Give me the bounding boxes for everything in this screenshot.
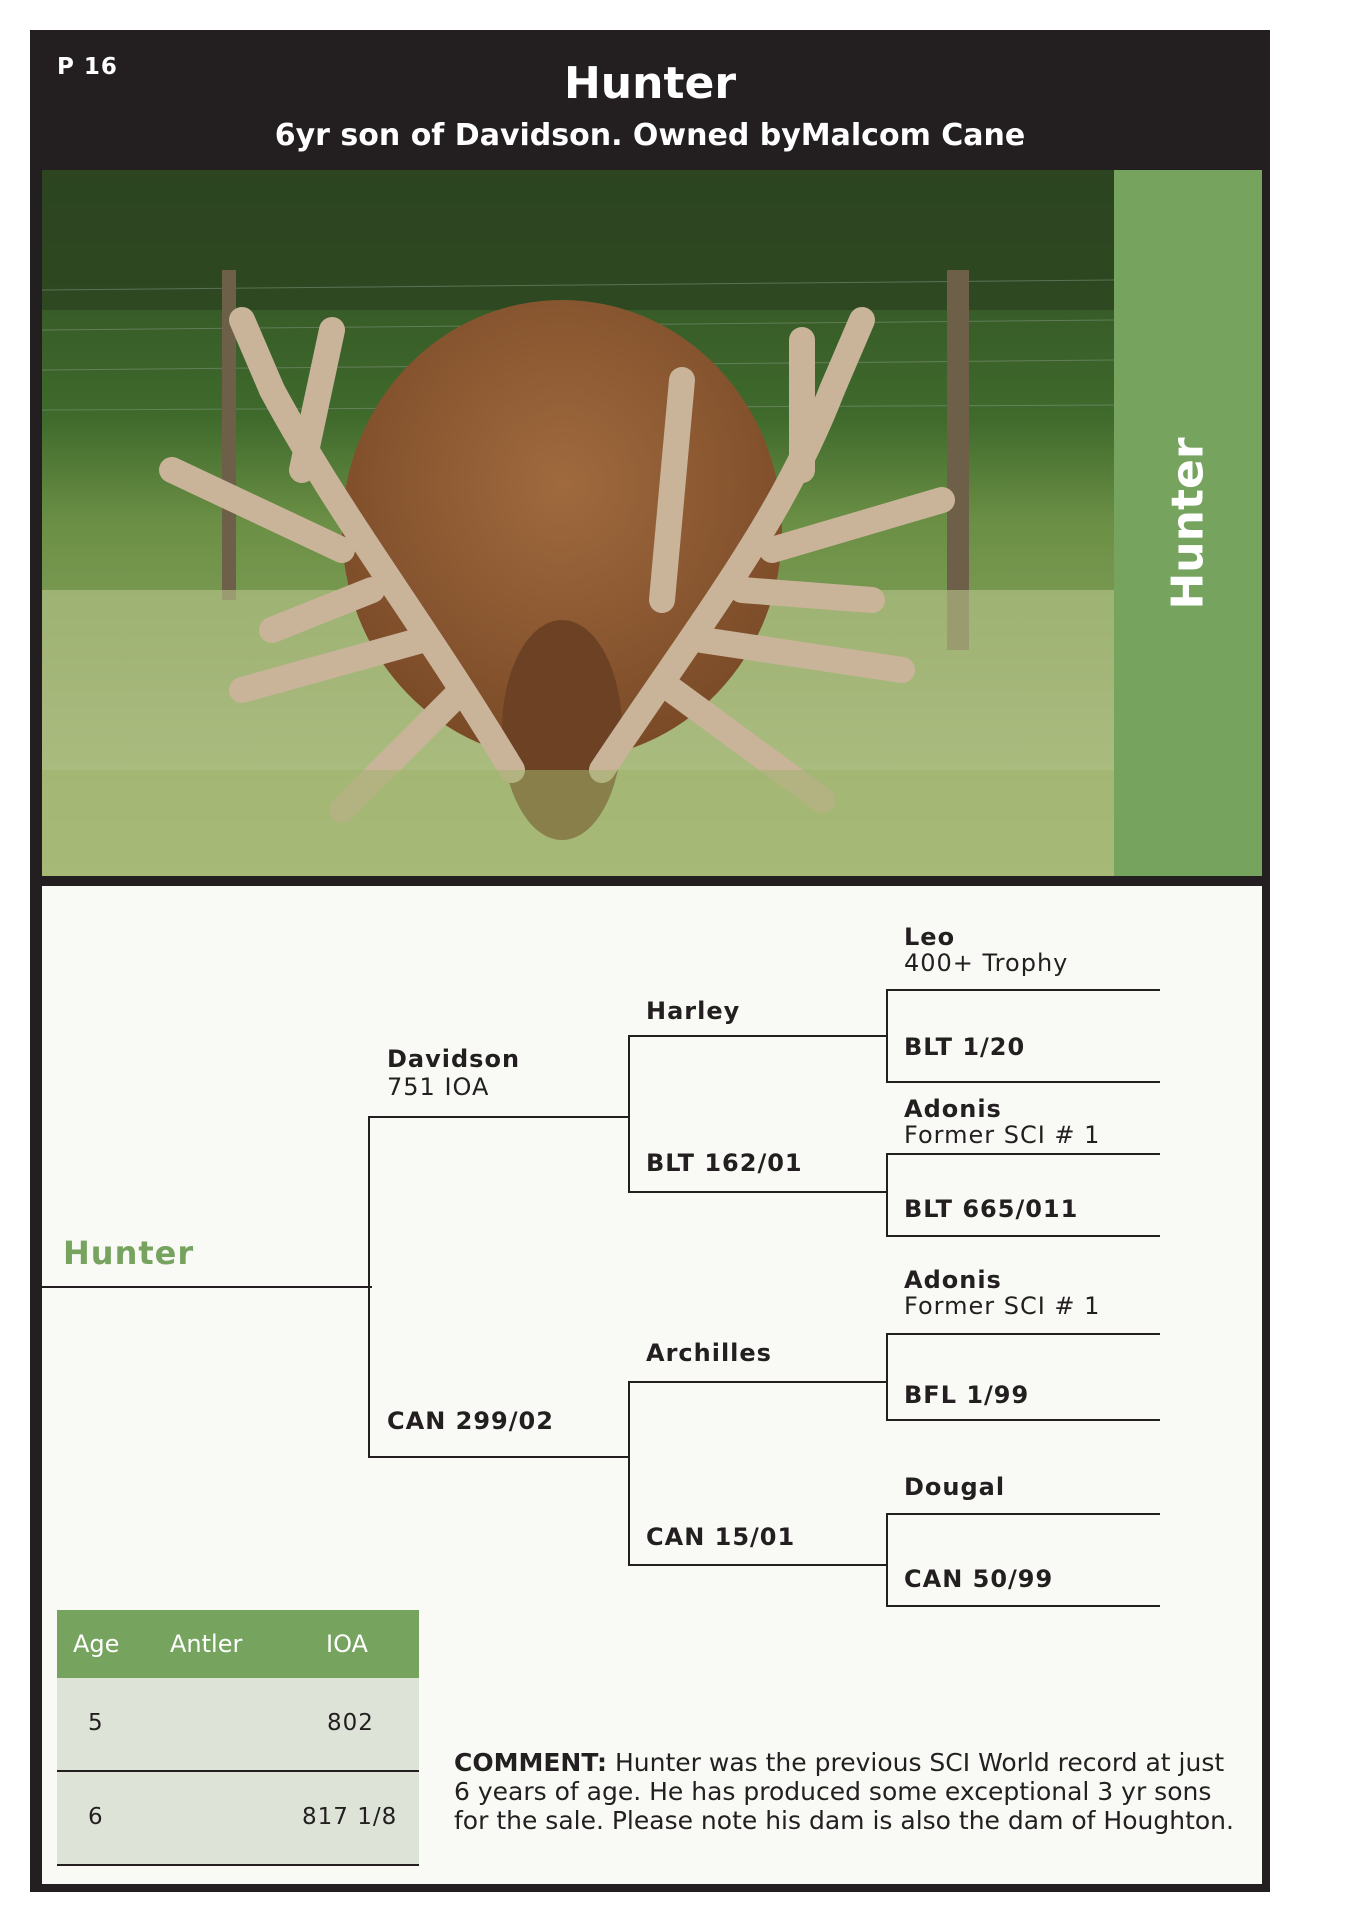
stats-table-header xyxy=(57,1610,419,1678)
pedigree-line xyxy=(886,1513,1160,1515)
table-row xyxy=(57,1678,419,1770)
pedigree-g1-detail: 400+ Trophy xyxy=(904,949,1069,977)
pedigree-line xyxy=(368,1456,630,1458)
pedigree-g3-name: Adonis xyxy=(904,1095,1002,1123)
pedigree-line xyxy=(886,1513,888,1607)
table-row xyxy=(57,1772,419,1864)
side-name-panel xyxy=(1114,170,1262,876)
pedigree-line xyxy=(368,1116,630,1118)
pedigree-g6-name: BFL 1/99 xyxy=(904,1381,1030,1409)
pedigree-sire-name: Davidson xyxy=(387,1045,521,1073)
pedigree-line xyxy=(42,1286,372,1288)
pedigree-sire-sire: Harley xyxy=(646,997,741,1025)
pedigree-line xyxy=(628,1381,630,1565)
pedigree-line xyxy=(886,1153,1160,1155)
cell-ioa: 817 1/8 xyxy=(302,1804,398,1830)
table-divider xyxy=(57,1864,419,1866)
pedigree-line xyxy=(628,1035,630,1193)
pedigree-line xyxy=(628,1564,888,1566)
pedigree-g2-name: BLT 1/20 xyxy=(904,1033,1026,1061)
pedigree-line xyxy=(886,1419,1160,1421)
stag-photo xyxy=(42,170,1114,876)
pedigree-g8-name: CAN 50/99 xyxy=(904,1565,1054,1593)
pedigree-g1-name: Leo xyxy=(904,923,956,951)
page-title: Hunter xyxy=(563,58,737,109)
pedigree-line xyxy=(628,1035,888,1037)
comment-block xyxy=(454,1748,1234,1835)
page-number: P 16 xyxy=(57,54,118,80)
pedigree-line xyxy=(886,1333,1160,1335)
pedigree-line xyxy=(628,1381,888,1383)
pedigree-dam-sire: Archilles xyxy=(646,1339,772,1367)
cell-age: 6 xyxy=(88,1804,104,1830)
pedigree-line xyxy=(886,989,1160,991)
col-header-antler: Antler xyxy=(170,1630,243,1658)
pedigree-subject: Hunter xyxy=(63,1234,195,1272)
pedigree-line xyxy=(628,1191,888,1193)
comment-label: COMMENT: xyxy=(454,1748,608,1777)
col-header-age: Age xyxy=(73,1630,120,1658)
col-header-ioa: IOA xyxy=(326,1630,368,1658)
pedigree-g5-name: Adonis xyxy=(904,1266,1002,1294)
pedigree-sire-detail: 751 IOA xyxy=(387,1073,490,1101)
pedigree-line xyxy=(368,1116,370,1458)
pedigree-g3-detail: Former SCI # 1 xyxy=(904,1121,1101,1149)
pedigree-g7-name: Dougal xyxy=(904,1473,1006,1501)
cell-ioa: 802 xyxy=(327,1710,374,1736)
pedigree-line xyxy=(886,989,888,1083)
pedigree-line xyxy=(886,1235,1160,1237)
pedigree-line xyxy=(886,1605,1160,1607)
page-subtitle: 6yr son of Davidson. Owned byMalcom Cane xyxy=(274,118,1026,153)
side-name-label: Hunter xyxy=(1162,436,1214,610)
pedigree-line xyxy=(886,1333,888,1421)
pedigree-dam-dam: CAN 15/01 xyxy=(646,1523,796,1551)
pedigree-sire-dam: BLT 162/01 xyxy=(646,1149,803,1177)
pedigree-line xyxy=(886,1081,1160,1083)
comment-text: Hunter was the previous SCI World record at just 6 years of age. He has produced some exceptional 3 yr sons for the sale. Please note his dam is also the dam of Houghton. xyxy=(454,1748,1234,1835)
pedigree-line xyxy=(886,1153,888,1237)
pedigree-g5-detail: Former SCI # 1 xyxy=(904,1292,1101,1320)
pedigree-g4-name: BLT 665/011 xyxy=(904,1195,1079,1223)
cell-age: 5 xyxy=(88,1710,104,1736)
pedigree-dam-name: CAN 299/02 xyxy=(387,1407,554,1435)
